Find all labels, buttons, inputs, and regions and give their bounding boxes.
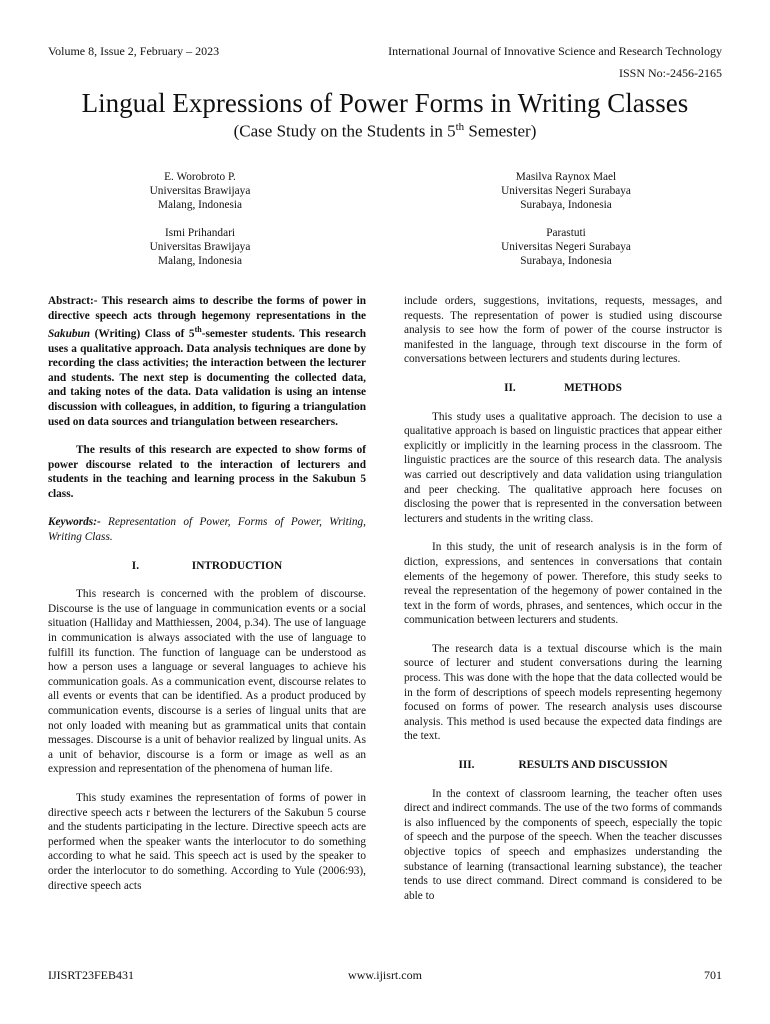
subtitle-text: (Case Study on the Students in 5 bbox=[233, 121, 456, 141]
author-block bbox=[456, 226, 676, 268]
abstract-text-2: (Writing) Class of 5 bbox=[90, 327, 195, 340]
issn: ISSN No:-2456-2165 bbox=[618, 66, 722, 80]
author-name: Parastuti bbox=[546, 227, 586, 239]
footer-website: www.ijisrt.com bbox=[348, 968, 422, 982]
section-number: I. bbox=[131, 559, 140, 572]
author-name: E. Worobroto P. bbox=[164, 171, 236, 183]
section-title: INTRODUCTION bbox=[191, 559, 283, 572]
author-block bbox=[90, 170, 310, 212]
keywords-label: Keywords:- bbox=[48, 516, 101, 529]
section-heading-introduction bbox=[48, 559, 366, 574]
section-heading-methods bbox=[404, 381, 722, 396]
author-block bbox=[456, 170, 676, 212]
subtitle-superscript: th bbox=[455, 121, 465, 133]
journal-name: International Journal of Innovative Science and Research Technology bbox=[388, 44, 722, 58]
intro-paragraph-continued: include orders, suggestions, invitations, requests, messages, and requests. The representation of power is studied using discourse analysis to see how the form of power of the course instructor is manifested in the language, through text discourse in the form of conversations between lecturers and students during lectures. bbox=[404, 295, 722, 366]
author-location: Surabaya, Indonesia bbox=[520, 255, 612, 267]
abstract-superscript: th bbox=[194, 325, 202, 335]
page-title: Lingual Expressions of Power Forms in Writing Classes bbox=[81, 88, 689, 118]
section-number: III. bbox=[458, 759, 475, 772]
abstract-results: The results of this research are expected to show forms of power discourse related to the interaction of lecturers and students in the teaching and learning process in the Sakubun 5 class. bbox=[48, 444, 366, 500]
author-name: Ismi Prihandari bbox=[165, 227, 235, 239]
methods-paragraph-2: In this study, the unit of research analysis is in the form of diction, expressions, and sentences in conversations that contain elements of the hegemony of power. Therefore, this study seeks to reveal the representation of the hegemony of power contained in the text in the form of words, phrases, and sentences, which occur in the communication between lecturers and students. bbox=[404, 541, 722, 627]
results-paragraph-1: In the context of classroom learning, the teacher often uses direct and indirect commands. The use of the two forms of commands is also influenced by the components of speech, especially the topic of speech and the purpose of the speech. When the teacher discusses objective topics of speech and emphasizes understanding the substance of learning (transactional learning substance), the teacher tends to use direct command. Direct command is considered to be able to bbox=[404, 787, 722, 902]
abstract-paragraph bbox=[48, 294, 366, 429]
author-location: Malang, Indonesia bbox=[157, 255, 243, 267]
author-affiliation: Universitas Negeri Surabaya bbox=[501, 185, 631, 197]
abstract-text-3: -semester students. This research uses a qualitative approach. Data analysis techniques are done by recording the class activities; the interaction between the lecturer and students. The next step is documenting the collected data, and taking notes of the data. Data validation is using an intense discussion with colleagues, in addition, to figuring a triangulation used on data sources and triangulation between researchers. bbox=[48, 327, 366, 428]
section-title: METHODS bbox=[564, 381, 622, 394]
abstract-text: Abstract:- This research aims to describe the forms of power in directive speech acts through hegemony representations in the bbox=[48, 295, 366, 322]
keywords bbox=[48, 515, 366, 544]
right-column bbox=[404, 294, 722, 903]
subtitle-text-end: Semester) bbox=[464, 121, 537, 141]
section-number: II. bbox=[504, 381, 516, 394]
footer-article-id: IJISRT23FEB431 bbox=[48, 968, 134, 982]
intro-paragraph-1: This research is concerned with the problem of discourse. Discourse is the use of language in communication events or a social situation (Halliday and Matthiessen, 2004, p.34). The use of language in communication is always associated with the use of language to fulfill its function. The function of language can be understood as how a person uses a language or several languages to achieve his communication goals. As a communication event, discourse relates to all events or events that can be identified. As a product produced by communication events, discourse is a series of lingual units that are not only loaded with meaning but as grammatical units that contain messages. Discourse is a unit of behavior realized by lingual units. As a unit of behavior, discourse is a form or image as well as an expression and representation of the phenomena of human life. bbox=[48, 588, 366, 776]
author-affiliation: Universitas Negeri Surabaya bbox=[501, 241, 631, 253]
subtitle bbox=[0, 121, 770, 142]
abstract-emphasis: Sakubun bbox=[48, 327, 91, 340]
author-affiliation: Universitas Brawijaya bbox=[149, 241, 251, 253]
keywords-text: Representation of Power, Forms of Power, Writing, Writing Class. bbox=[48, 516, 366, 544]
section-title: RESULTS AND DISCUSSION bbox=[518, 759, 668, 772]
author-name: Masilva Raynox Mael bbox=[515, 171, 617, 183]
methods-paragraph-1: This study uses a qualitative approach. The decision to use a qualitative approach is based on linguistic practices that appear either explicitly or implicitly in the learning process in the classroom. The linguistic practices are the source of this research data. The analysis was carried out descriptively and data validation using triangulation and peer checking. The qualitative approach here focuses on disclosing the power that is represented in the conversation between lecturers and students in the writing class. bbox=[404, 410, 722, 525]
author-block bbox=[90, 226, 310, 268]
left-column bbox=[48, 294, 366, 893]
volume-issue: Volume 8, Issue 2, February – 2023 bbox=[48, 44, 220, 58]
page-number: 701 bbox=[704, 968, 722, 982]
author-location: Surabaya, Indonesia bbox=[520, 199, 612, 211]
section-heading-results bbox=[404, 758, 722, 773]
author-affiliation: Universitas Brawijaya bbox=[149, 185, 251, 197]
intro-paragraph-2: This study examines the representation of forms of power in directive speech acts r between the lecturers of the Sakubun 5 course and the students participating in the lecture. Directive speech acts are performed when the speaker wants the interlocutor to do something according to what he said. This speech act is used by the speaker to order the interlocutor to do something. According to Yule (2006:93), directive speech acts bbox=[48, 791, 366, 892]
methods-paragraph-3: The research data is a textual discourse which is the main source of lecturer and student conversations during the learning process. This was done with the hope that the data collected would be in the form of descriptions of speech models representing hegemony focused on forms of power. The research analysis uses discourse analysis. This method is used because the expected data findings are the text. bbox=[404, 642, 722, 743]
author-location: Malang, Indonesia bbox=[157, 199, 243, 211]
